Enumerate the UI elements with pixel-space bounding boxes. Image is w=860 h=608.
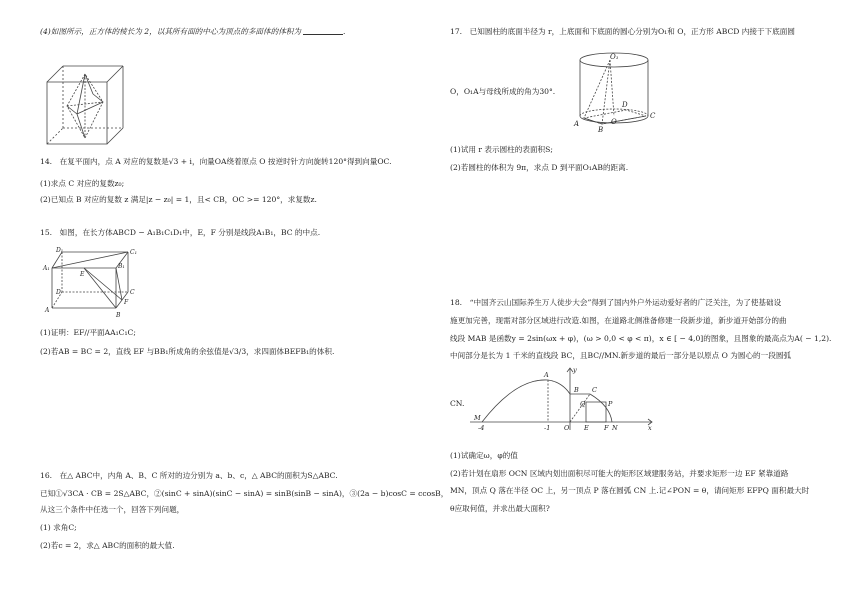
question-16-conditions: 已知①√3CA · CB = 2S△ABC，②(sinC + sinA)(sinC − sinA) = sinB(sinB − sinA)，③(2a − b)cosC = ccosB， <box>40 489 449 498</box>
question-18-part-2-line-2: MN，顶点 Q 落在半径 OC 上，另一顶点 P 落在圆弧 CN 上.记∠PON = θ，请问矩形 EFPQ 面积最大时 <box>450 486 810 495</box>
graph-label-o: O <box>564 424 570 432</box>
label-e: E <box>80 271 85 278</box>
graph-label-p: P <box>608 400 613 408</box>
label-c1: C₁ <box>130 249 137 256</box>
graph-label-e: E <box>584 424 589 432</box>
question-15-part-1: (1)证明：EF//平面AA₁C₁C; <box>40 328 136 337</box>
question-17-part-2: (2)若圆柱的体积为 9π，求点 D 到平面O₁AB的距离. <box>450 163 629 172</box>
question-14-part-2: (2)已知点 B 对应的复数 z 满足|z − z₀| = 1，且< CB，OC >= 120°，求复数z. <box>40 195 317 204</box>
label-a: A <box>45 307 50 314</box>
label-c: C <box>130 289 135 296</box>
label-d: D <box>622 101 628 109</box>
label-a1: A₁ <box>43 265 50 272</box>
question-4-text: (4)如图所示，正方体的棱长为 2，以其所有面的中心为顶点的多面体的体积为 . <box>40 27 346 36</box>
graph-label-neg4: -4 <box>478 424 485 432</box>
question-14-part-1: (1)求点 C 对应的复数z₀; <box>40 179 125 188</box>
graph-label-y: y <box>573 366 577 374</box>
label-b: B <box>598 126 604 134</box>
graph-label-c: C <box>592 386 597 394</box>
question-15-stem: 15. 如图，在长方体ABCD − A₁B₁C₁D₁中，E，F 分别是线段A₁B₁，BC 的中点. <box>40 228 321 237</box>
graph-label-n: N <box>612 424 618 432</box>
cube-figure <box>45 62 125 150</box>
label-o1: O₁ <box>610 53 619 61</box>
question-18-part-2-line-3: θ应取何值，并求出最大面积? <box>450 504 550 513</box>
question-18-part-2-line-1: (2)若计划在扇形 OCN 区域内划出面积尽可能大的矩形区域建服务站，并要求矩形一边 EF 紧靠道路 <box>450 469 789 478</box>
question-15-part-2: (2)若AB = BC = 2，直线 EF 与BB₁所成角的余弦值是√3/3，求四面体BEFB₁的体积. <box>40 347 335 356</box>
question-18-line-2: 施更加完善，现需对部分区域进行改造.如图，在道路北侧准备修建一段新步道，新步道开始部分的曲 <box>450 316 787 325</box>
label-d1: D₁ <box>56 247 64 254</box>
question-16-part-2: (2)若c = 2，求△ ABC的面积的最大值. <box>40 541 175 550</box>
label-o: O <box>611 118 617 126</box>
graph-label-a: A <box>544 371 549 379</box>
question-18-line-3: 线段 MAB 是函数y = 2sin(ωx + φ)，(ω > 0,0 < φ < π)，x ∈ [ − 4,0]的图象，且图象的最高点为A( − 1,2). <box>450 334 832 343</box>
graph-label-f: F <box>604 424 609 432</box>
label-b1: B₁ <box>118 263 125 270</box>
label-a: A <box>574 120 580 128</box>
question-18-line-4: 中间部分是长为 1 千米的直线段 BC，且BC//MN.新步道的最后一部分是以原点 O 为圆心的一段圆弧 <box>450 351 792 360</box>
cuboid-figure <box>40 246 140 320</box>
trail-graph <box>470 364 656 432</box>
question-16-stem: 16. 在△ ABC中，内角 A、B、C 所对的边分别为 a、b、c，△ ABC的面积为S△ABC. <box>40 471 338 480</box>
answer-blank <box>303 26 343 35</box>
question-14-stem: 14. 在复平面内，点 A 对应的复数是√3 + i，向量OA绕着原点 O 按逆时针方向旋转120°得到向量OC. <box>40 157 392 166</box>
question-16-choose: 从这三个条件中任选一个，回答下列问题， <box>40 505 185 514</box>
label-c: C <box>650 112 656 120</box>
graph-label-b: B <box>574 386 579 394</box>
label-d: D <box>56 289 61 296</box>
question-16-part-1: (1) 求角C; <box>40 523 77 532</box>
graph-label-x: x <box>648 424 652 432</box>
graph-label-q: Q <box>580 400 586 408</box>
question-17-part-1: (1)试用 r 表示圆柱的表面积S; <box>450 145 553 154</box>
question-18-line-1: 18. “中国齐云山国际养生万人徒步大会”得到了国内外户外运动爱好者的广泛关注，为了使基础设 <box>450 298 782 307</box>
label-f: F <box>124 299 129 306</box>
label-b: B <box>116 312 121 319</box>
graph-label-neg1: -1 <box>544 424 551 432</box>
cylinder-figure <box>572 48 658 134</box>
graph-label-m: M <box>474 414 481 422</box>
question-18-cn: CN. <box>450 399 465 408</box>
question-18-part-1: (1)试确定ω，φ的值 <box>450 451 518 460</box>
question-17-stem: 17. 已知圆柱的底面半径为 r，上底面和下底面的圆心分别为O₁和 O，正方形 ABCD 内接于下底面圆 <box>450 27 795 36</box>
question-17-line-2: O，O₁A与母线所成的角为30°. <box>450 87 556 96</box>
